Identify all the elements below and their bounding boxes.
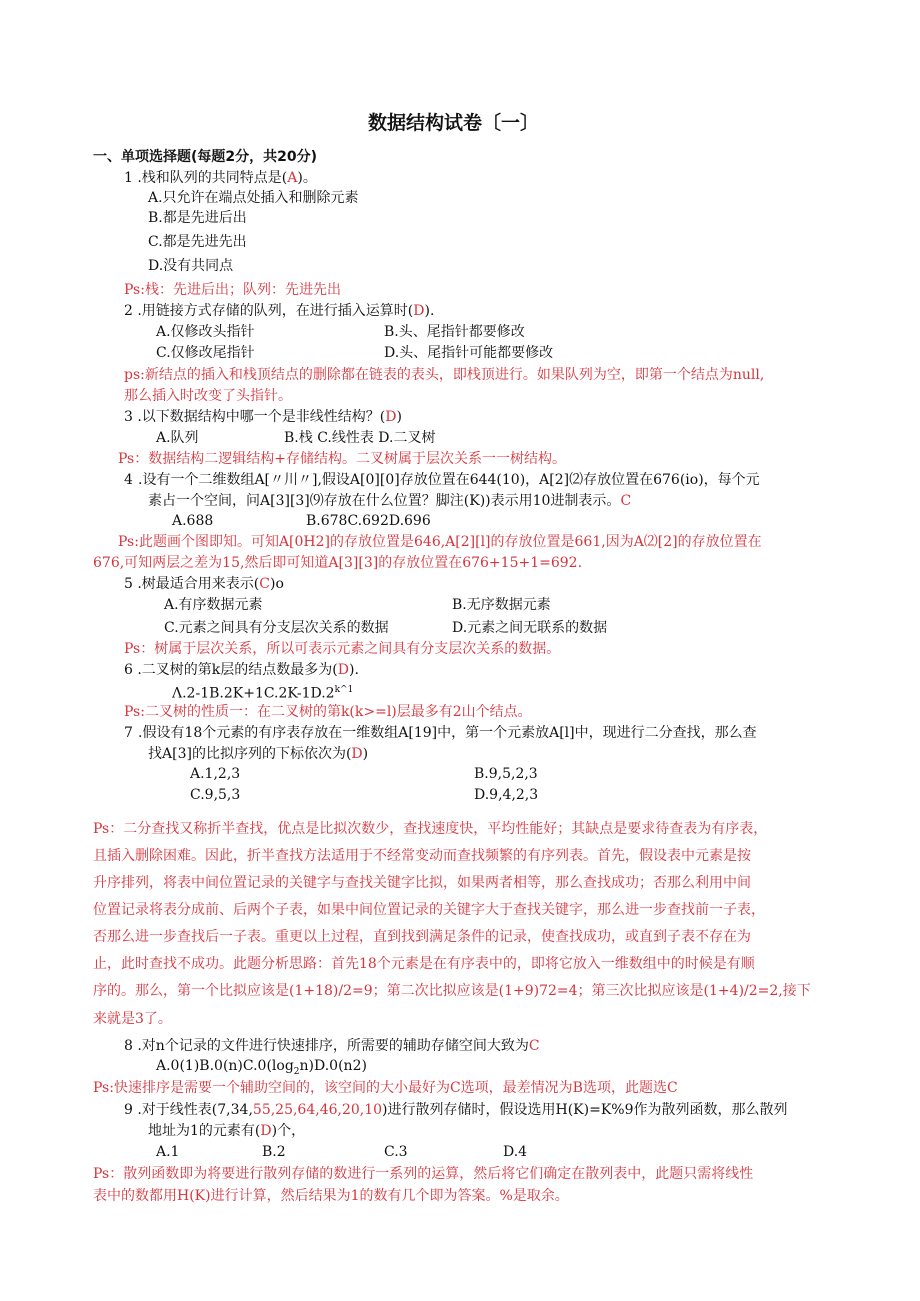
q9-note-line-2: 表中的数都用H(K)进行计算，然后结果为1的数有几个即为答案。%是取余。 (93, 1188, 569, 1204)
q4-option-a: A.688 (172, 513, 214, 529)
q3-note: Ps：数据结构二逻辑结构+存储结构。二叉树属于层次关系一一树结构。 (118, 451, 566, 467)
q2-option-b: B.头、尾指针都要修改 (384, 324, 525, 340)
q8-note: Ps:快速排序是需要一个辅助空间的，该空间的大小最好为C选项，最差情况为B选项，此题选C (93, 1080, 678, 1096)
q9-option-d: D.4 (503, 1144, 528, 1160)
q9-highlighted-values: 55,25,64,46,20,10 (252, 1102, 383, 1118)
answer-3: D (385, 409, 397, 425)
q7-option-b: B.9,5,2,3 (474, 766, 538, 782)
q5-option-b: B.无序数据元素 (452, 597, 551, 613)
q7-note-line-7: 序的。那么，第一个比拟应该是(1+18)/2=9；第二次比拟应该是(1+9)72=4；第三次比拟应该是(1+4)/2=2,接下 (93, 983, 811, 999)
answer-5: C (259, 576, 270, 592)
q6-options: $\Lambda.2-1B.2K+1C.2K-1D.2^{k\^{}1}$ (172, 685, 354, 702)
q9-option-b: B.2 (262, 1144, 286, 1160)
q4-note-line-1: Ps:此题画个图即知。可知A[0H2]的存放位置是646,A[2][l]的存放位置是661,因为A⑵[2]的存放位置在 (118, 534, 762, 550)
q7-note-line-5: 否那么进一步查找后一子表。重更以上过程，直到找到满足条件的记录，使查找成功，或直到子表不存在为 (93, 929, 751, 945)
answer-6: D (337, 662, 349, 678)
q2-option-a: A.仅修改头指针 (156, 324, 255, 340)
section-heading: 一、单项选择题(每题2分，共20分) (93, 149, 318, 165)
q4-options: B.678C.692D.696 (306, 513, 431, 529)
q2-option-c: C.仅修改尾指针 (156, 345, 255, 361)
question-4-line-1: .设有一个二维数组A[〃川〃],假设A[0][0]存放位置在644(10)，A[2]⑵存放位置在676(io)，每个元 (138, 472, 760, 488)
q9-option-c: C.3 (384, 1144, 408, 1160)
q7-note-line-8: 来就是3了。 (93, 1011, 172, 1027)
question-5: 5 .树最适合用来表示(C)o (124, 576, 284, 592)
q1-note: Ps:栈：先进后出；队列：先进先出 (124, 282, 341, 298)
q2-option-d: D.头、尾指针可能都要修改 (384, 345, 554, 361)
q7-number: 7 (124, 725, 133, 741)
q9-note-line-1: Ps：散列函数即为将要进行散列存储的数进行一系列的运算，然后将它们确定在散列表中，此题只需将线性 (93, 1166, 754, 1182)
question-6: 6 .二叉树的第k层的结点数最多为(D). (124, 662, 359, 678)
question-8: 8 .对n个记录的文件进行快速排序，所需要的辅助存储空间大致为C (124, 1038, 540, 1054)
question-3: 3 .以下数据结构中哪一个是非线性结构？(D) (124, 409, 402, 425)
question-4-line-2: 素占一个空间，问A[3][3]⑼存放在什么位置？脚注(K))表示用10进制表示。C (148, 493, 632, 509)
q7-note-line-1: Ps：二分查找又称折半查找，优点是比拟次数少，查找速度快，平均性能好；其缺点是要求待查表为有序表， (93, 821, 768, 837)
answer-1: A (287, 170, 298, 186)
q5-note: Ps：树属于层次关系，所以可表示元素之间具有分支层次关系的数据。 (124, 641, 561, 657)
question-7-line-1: .假设有18个元素的有序表存放在一维数组A[19]中，第一个元素放A[l]中，现进行二分查找，那么查 (138, 725, 757, 741)
q1-option-b: B.都是先进后出 (148, 210, 247, 226)
question-9-line-2: 地址为1的元素有(D)个， (148, 1123, 306, 1139)
q5-option-c: C.元素之间具有分支层次关系的数据 (164, 620, 389, 636)
q3-options: B.栈 C.线性表 D.二叉树 (284, 430, 436, 446)
q1-option-c: C.都是先进先出 (148, 234, 247, 250)
q2-note-line-1: ps:新结点的插入和栈顶结点的删除都在链表的表头，即栈顶进行。如果队列为空，即第一个结点为null, (124, 367, 765, 383)
question-9-line-1: 9 .对于线性表(7,34,55,25,64,46,20,10)进行散列存储时，假设选用H(K)=K%9作为散列函数，那么散列 (124, 1102, 788, 1118)
q4-note-line-2: 676,可知两层之差为15,然后即可知道A[3][3]的存放位置在676+15+1=692. (93, 555, 583, 571)
q1-option-a: A.只允许在端点处插入和删除元素 (148, 190, 359, 206)
q5-option-a: A.有序数据元素 (164, 597, 263, 613)
answer-2: D (413, 303, 425, 319)
q6-note: Ps:二叉树的性质一：在二叉树的第k(k>=l)层最多有2山个结点。 (124, 704, 532, 720)
question-2: 2 .用链接方式存储的队列，在进行插入运算时(D). (124, 303, 435, 319)
question-1: 1 .栈和队列的共同特点是(A)。 (124, 170, 317, 186)
q7-option-d: D.9,4,2,3 (474, 787, 539, 803)
q2-note-line-2: 那么插入时改变了头指针。 (124, 388, 292, 404)
answer-7: D (351, 746, 363, 762)
q7-note-line-3: 升序排列，将表中间位置记录的关键字与查找关键字比拟，如果两者相等，那么查找成功；否那么利用中间 (93, 875, 751, 891)
answer-4: C (620, 493, 632, 509)
q1-option-d: D.没有共同点 (148, 258, 234, 274)
q7-note-line-2: 且插入删除困难。因此，折半查找方法适用于不经常变动而查找频繁的有序列表。首先，假设表中元素是按 (93, 848, 751, 864)
q4-number: 4 (124, 472, 133, 488)
answer-9: D (260, 1123, 272, 1139)
q7-option-a: A.1,2,3 (190, 766, 241, 782)
q7-note-line-4: 位置记录将表分成前、后两个子表，如果中间位置记录的关键字大于查找关键字，那么进一步查找前一子表， (93, 902, 765, 918)
q7-option-c: C.9,5,3 (190, 787, 241, 803)
answer-8: C (528, 1038, 540, 1054)
q7-note-line-6: 止，此时查找不成功。此题分析思路：首先18个元素是在有序表中的，即将它放入一维数组中的时候是有顺 (93, 956, 755, 972)
q8-options: $A.0(1)B.0(n)C.0(\log_2n)D.0(n2)$ (156, 1058, 367, 1077)
q9-option-a: A.1 (156, 1144, 180, 1160)
q3-option-a: A.队列 (156, 430, 199, 446)
page-title: 数据结构试卷〔一〕 (368, 112, 540, 134)
q5-option-d: D.元素之间无联系的数据 (452, 620, 608, 636)
question-7-line-2: 找A[3]的比拟序列的下标依次为(D) (148, 746, 369, 762)
